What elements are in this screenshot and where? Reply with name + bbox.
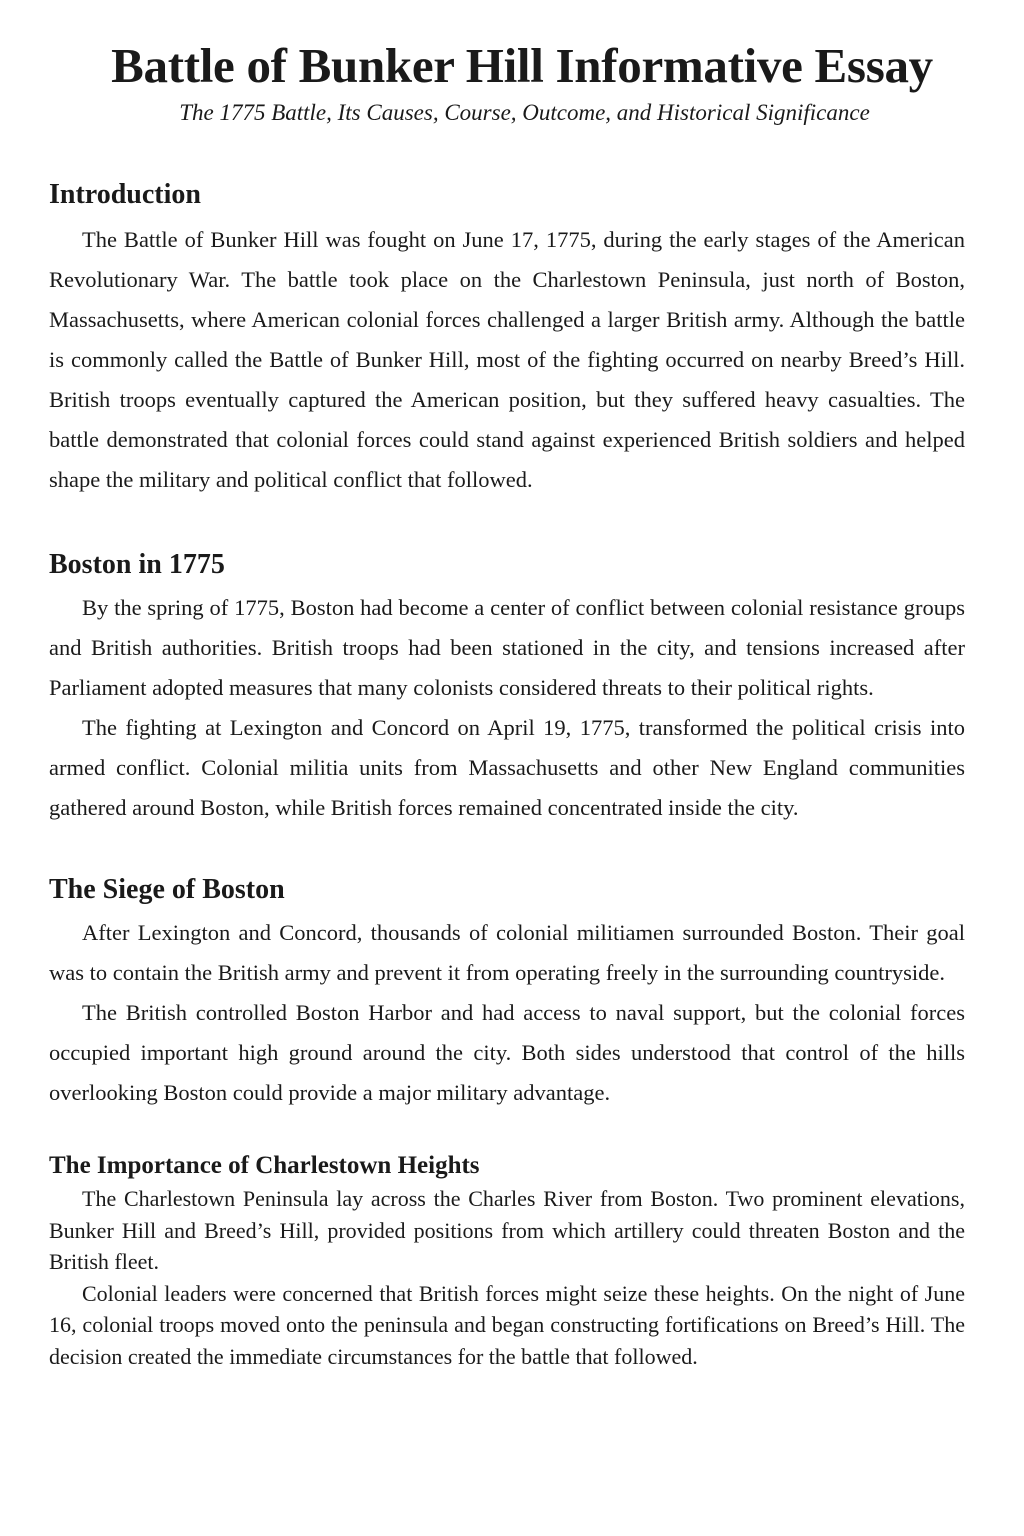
section-charlestown-heights [49, 1151, 965, 1372]
paragraph: The Charlestown Peninsula lay across the Charles River from Boston. Two prominent elevations, Bunker Hill and Breed’s Hill, provided positions from which artillery could threaten Boston and the British fleet. [49, 1186, 965, 1274]
essay-subtitle: The 1775 Battle, Its Causes, Course, Outcome, and Historical Significance [179, 100, 870, 125]
subsection-heading: The Importance of Charlestown Heights [49, 1152, 480, 1179]
section-boston-1775 [49, 548, 965, 828]
document-page [49, 38, 965, 1372]
paragraph: By the spring of 1775, Boston had become a center of conflict between colonial resistance groups and British authorities. British troops had been stationed in the city, and tensions increased after Parliament adopted measures that many colonists considered threats to their political rights. [49, 595, 965, 700]
paragraph: The Battle of Bunker Hill was fought on June 17, 1775, during the early stages of the American Revolutionary War. The battle took place on the Charlestown Peninsula, just north of Boston, Massachusetts, where American colonial forces challenged a larger British army. Although the battle is commonly called the Battle of Bunker Hill, most of the fighting occurred on nearby Breed’s Hill. British troops eventually captured the American position, but they suffered heavy casualties. The battle demonstrated that colonial forces could stand against experienced British soldiers and helped shape the military and political conflict that followed. [49, 227, 965, 492]
section-siege-of-boston [49, 873, 965, 1113]
essay-title: Battle of Bunker Hill Informative Essay [111, 38, 933, 93]
section-introduction [49, 178, 965, 500]
paragraph: The British controlled Boston Harbor and had access to naval support, but the colonial forces occupied important high ground around the city. Both sides understood that control of the hills overlooking Boston could provide a major military advantage. [49, 1000, 965, 1105]
section-heading: Boston in 1775 [49, 549, 225, 580]
section-heading: Introduction [49, 179, 201, 210]
paragraph: Colonial leaders were concerned that British forces might seize these heights. On the night of June 16, colonial troops moved onto the peninsula and began constructing fortifications on Breed’s Hill. The decision created the immediate circumstances for the battle that followed. [49, 1280, 965, 1369]
paragraph: The fighting at Lexington and Concord on April 19, 1775, transformed the political crisis into armed conflict. Colonial militia units from Massachusetts and other New England communities gathered around Boston, while British forces remained concentrated inside the city. [49, 715, 965, 820]
section-heading: The Siege of Boston [49, 874, 285, 905]
paragraph: After Lexington and Concord, thousands of colonial militiamen surrounded Boston. Their goal was to contain the British army and prevent it from operating freely in the surrounding countryside. [49, 920, 965, 985]
